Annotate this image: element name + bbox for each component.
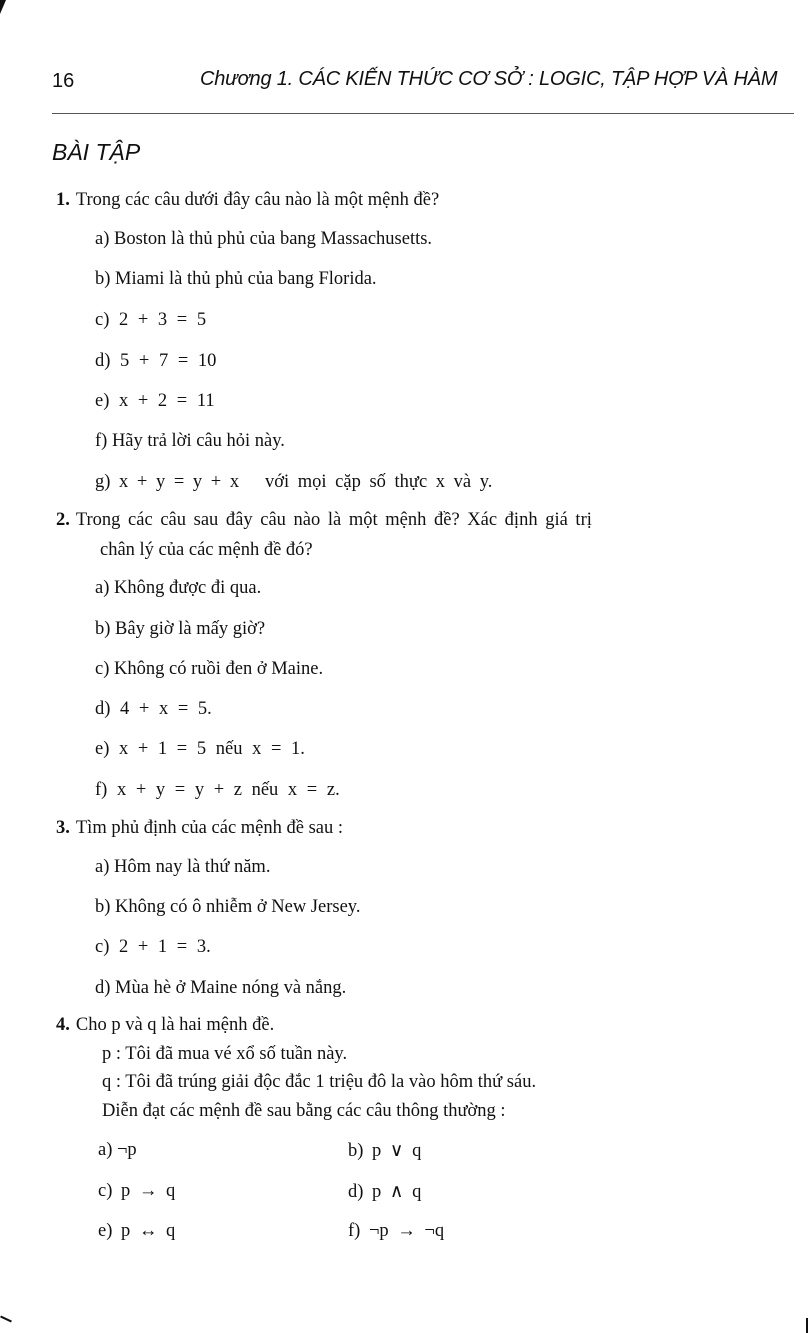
question-number: 2. (56, 510, 70, 530)
q1-option-d: d) 5 + 7 = 10 (95, 351, 217, 371)
q3-option-c: c) 2 + 1 = 3. (95, 937, 211, 957)
q2-option-b: b) Bây giờ là mấy giờ? (95, 619, 266, 639)
q3-option-b: b) Không có ô nhiễm ở New Jersey. (95, 897, 361, 917)
scan-mark-bottom-left (0, 1316, 12, 1323)
q2-option-f: f) x + y = y + z nếu x = z. (95, 780, 340, 800)
question-text: Tìm phủ định của các mệnh đề sau : (75, 818, 344, 838)
q2-option-d: d) 4 + x = 5. (95, 699, 212, 719)
question-number: 4. (56, 1015, 70, 1035)
q1-option-b: b) Miami là thủ phủ của bang Florida. (95, 269, 377, 289)
proposition-p: p : Tôi đã mua vé xổ số tuần này. (102, 1044, 348, 1064)
scan-mark-bottom-right (806, 1318, 808, 1333)
q2-option-a: a) Không được đi qua. (95, 578, 262, 598)
q4-option-d: d) p ∧ q (348, 1182, 422, 1202)
question-1 (56, 190, 439, 211)
question-text-line-1: Trong các câu sau đây câu nào là một mệnh đề? Xác định giá trị (75, 510, 592, 530)
question-text: Cho p và q là hai mệnh đề. (75, 1015, 275, 1035)
question-2 (56, 510, 592, 531)
q3-option-d: d) Mùa hè ở Maine nóng và nắng. (95, 978, 347, 998)
question-number: 3. (56, 818, 70, 838)
q4-option-c: c) p → q (98, 1181, 176, 1201)
header-divider (52, 113, 794, 114)
question-text-line-2: chân lý của các mệnh đề đó? (100, 540, 313, 560)
q1-option-a: a) Boston là thủ phủ của bang Massachusetts. (95, 229, 433, 249)
q4-option-e: e) p ↔ q (98, 1221, 176, 1241)
q4-option-b: b) p ∨ q (348, 1141, 422, 1161)
q1-option-c: c) 2 + 3 = 5 (95, 310, 207, 330)
q1-option-e: e) x + 2 = 11 (95, 391, 215, 411)
q1-option-f: f) Hãy trả lời câu hỏi này. (95, 431, 285, 451)
scan-mark-top-left (0, 0, 6, 14)
q3-option-a: a) Hôm nay là thứ năm. (95, 857, 271, 877)
q4-instruction: Diễn đạt các mệnh đề sau bằng các câu thông thường : (102, 1101, 506, 1121)
q1-option-g: g) x + y = y + x với mọi cặp số thực x và y. (95, 472, 493, 492)
q2-option-e: e) x + 1 = 5 nếu x = 1. (95, 739, 305, 759)
q4-option-a: a) ¬p (98, 1140, 137, 1160)
q4-option-f: f) ¬p → ¬q (348, 1221, 445, 1241)
q2-option-c: c) Không có ruồi đen ở Maine. (95, 659, 324, 679)
page-number: 16 (52, 70, 75, 92)
proposition-q: q : Tôi đã trúng giải độc đắc 1 triệu đô la vào hôm thứ sáu. (102, 1072, 537, 1092)
question-4 (56, 1015, 274, 1036)
question-3 (56, 818, 343, 839)
section-title: BÀI TẬP (52, 139, 141, 165)
question-text: Trong các câu dưới đây câu nào là một mệnh đề? (75, 190, 440, 210)
question-number: 1. (56, 190, 70, 210)
chapter-title: Chương 1. CÁC KIẾN THỨC CƠ SỞ : LOGIC, TẬP HỢP VÀ HÀM (200, 68, 778, 90)
